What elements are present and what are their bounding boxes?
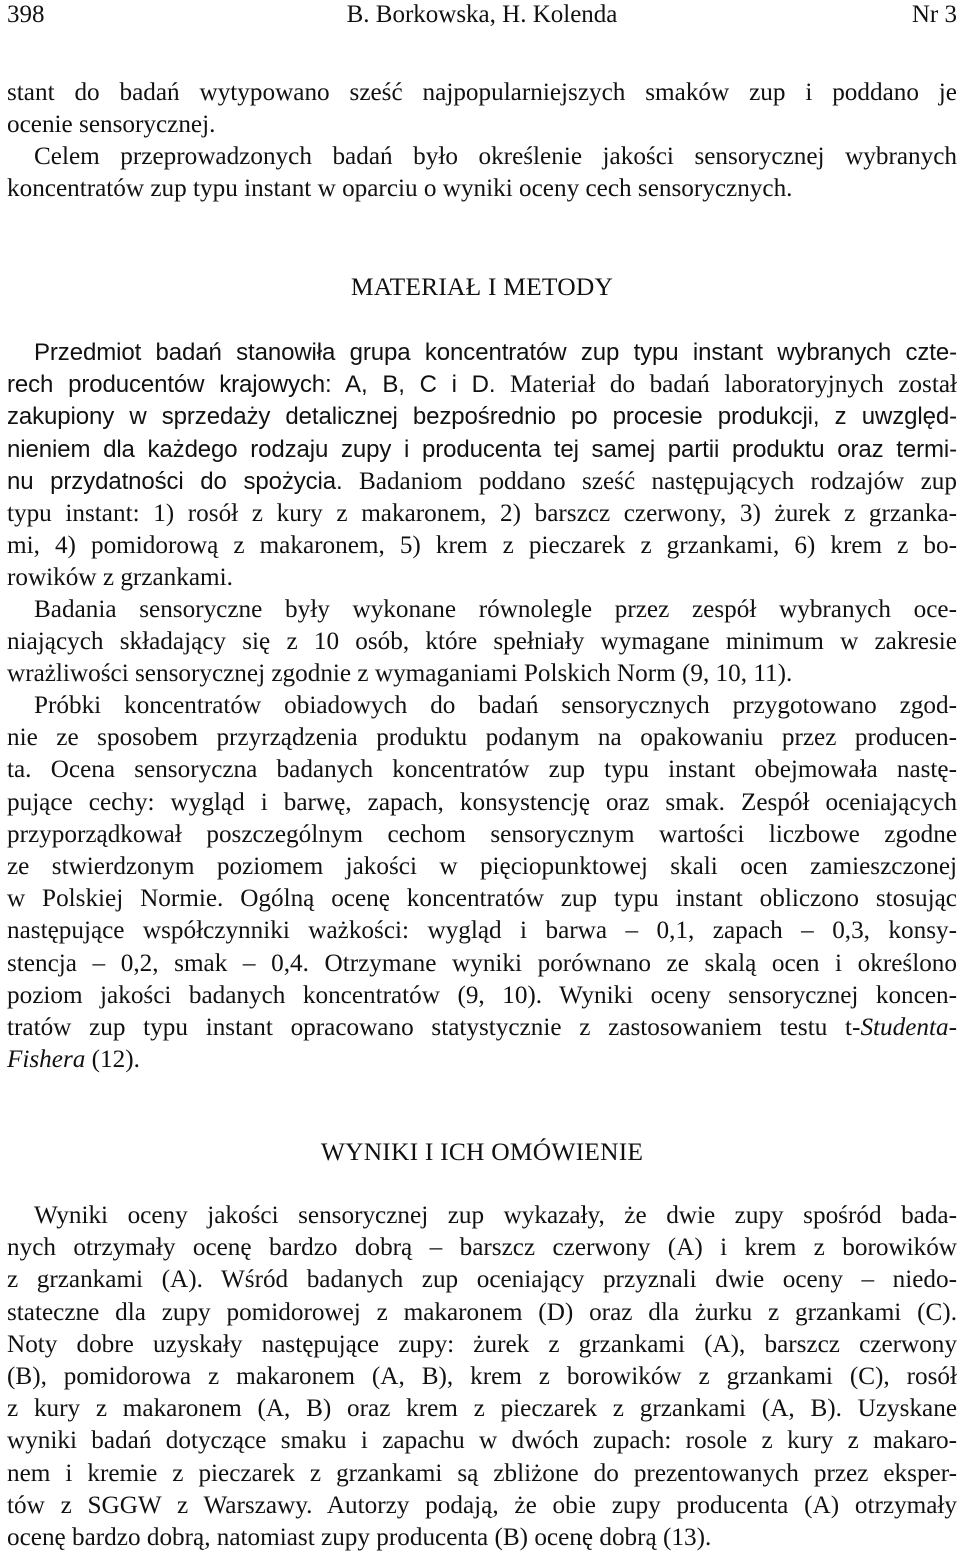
text-line (7, 1044, 957, 1076)
text-line (7, 466, 957, 498)
text-line: Noty dobre uzyskały następujące zupy: żurek z grzankami (A), barszcz czerwony (7, 1330, 957, 1358)
intro-paragraph-1 (7, 77, 957, 141)
text-line: Badania sensoryczne były wykonane równolegle przez zespół wybranych oce- (34, 596, 957, 623)
page-number: 398 (7, 1, 45, 28)
text-line: rowików z grzankami. (7, 564, 233, 592)
text-line: nem i kremie z pieczarek z grzankami są zbliżone do prezentowanych przez eksper- (7, 1459, 957, 1487)
text-line: koncentratów zup typu instant w oparciu o wyniki oceny cech sensorycznych. (7, 175, 793, 203)
methods-paragraph-3 (7, 690, 957, 1076)
text-line: ta. Ocena sensoryczna badanych koncentratów zup typu instant obejmowała nastę- (7, 756, 957, 784)
text-line: nych otrzymały ocenę bardzo dobrą – barszcz czerwony (A) i krem z borowików (7, 1234, 957, 1262)
italic-run: Studenta- (860, 1014, 957, 1042)
text-line: wrażliwości sensorycznej zgodnie z wymaganiami Polskich Norm (9, 10, 11). (7, 660, 793, 688)
text-line: Próbki koncentratów obiadowych do badań sensorycznych przygotowano zgod- (34, 692, 957, 719)
running-authors: B. Borkowska, H. Kolenda (346, 1, 618, 28)
text-line (7, 1012, 957, 1044)
intro-paragraph-2 (7, 141, 957, 205)
text-line: niających składający się z 10 osób, które spełniały wymagane minimum w zakresie (7, 628, 957, 656)
text-line: (B), pomidorowa z makaronem (A, B), krem z borowików z grzankami (C), rosół (7, 1363, 957, 1391)
text-line: z kury z makaronem (A, B) oraz krem z pieczarek z grzankami (A, B). Uzyskane (7, 1395, 957, 1423)
text-line (7, 369, 957, 401)
methods-paragraph-2 (7, 594, 957, 691)
text-line: stateczne dla zupy pomidorowej z makaronem (D) oraz dla żurku z grzankami (C). (7, 1298, 957, 1326)
text-run: (12). (85, 1046, 140, 1074)
text-line: stant do badań wytypowano sześć najpopularniejszych smaków zup i poddano je (7, 79, 957, 106)
results-paragraph-1 (7, 1200, 957, 1554)
text-line: stencja – 0,2, smak – 0,4. Otrzymane wyniki porównano ze skalą ocen i określono (7, 949, 957, 977)
text-run: rech producentów krajowych: A, B, C i D. (7, 371, 496, 399)
text-line: nieniem dla każdego rodzaju zupy i producenta tej samej partii produktu oraz termi- (7, 435, 957, 463)
text-run: nu przydatności do spożycia. (7, 467, 343, 495)
text-line: Przedmiot badań stanowiła grupa koncentratów zup typu instant wybranych czte- (34, 339, 957, 366)
running-header (7, 0, 957, 32)
section-heading-methods: MATERIAŁ I METODY (350, 272, 614, 301)
text-line: mi, 4) pomidorową z makaronem, 5) krem z pieczarek z grzankami, 6) krem z bo- (7, 532, 957, 560)
text-line: nie ze sposobem przyrządzenia produktu podanym na opakowaniu przez producen- (7, 724, 957, 752)
text-run: Materiał do badań laboratoryjnych został (495, 371, 957, 399)
text-line: przyporządkował poszczególnym cechom sensorycznym wartości liczbowe zgodne (7, 820, 957, 848)
text-line: z grzankami (A). Wśród badanych zup oceniający przyznali dwie oceny – niedo- (7, 1266, 957, 1294)
text-line: ocenę bardzo dobrą, natomiast zupy producenta (B) ocenę dobrą (13). (7, 1524, 712, 1552)
methods-paragraph-1 (7, 337, 957, 595)
text-line: poziom jakości badanych koncentratów (9, 10). Wyniki oceny sensorycznej koncen- (7, 981, 957, 1009)
text-line: tów z SGGW z Warszawy. Autorzy podają, że obie zupy producenta (A) otrzymały (7, 1491, 957, 1519)
text-line: wyniki badań dotyczące smaku i zapachu w dwóch zupach: rosole z kury z makaro- (7, 1427, 957, 1455)
text-line: Wyniki oceny jakości sensorycznej zup wykazały, że dwie zupy spośród bada- (34, 1202, 957, 1229)
text-line: ze stwierdzonym poziomem jakości w pięciopunktowej skali ocen zamieszczonej (7, 853, 957, 881)
text-line: ocenie sensorycznej. (7, 111, 216, 139)
text-run: Badaniom poddano sześć następujących rodzajów zup (342, 467, 957, 495)
italic-run: Fishera (7, 1046, 86, 1074)
journal-issue: Nr 3 (911, 1, 957, 28)
section-heading-results: WYNIKI I ICH OMÓWIENIE (320, 1137, 644, 1166)
text-line: Celem przeprowadzonych badań było określenie jakości sensorycznej wybranych (34, 143, 957, 170)
text-line: następujące współczynniki ważkości: wygląd i barwa – 0,1, zapach – 0,3, konsy- (7, 917, 957, 945)
text-run: tratów zup typu instant opracowano statystycznie z zastosowaniem testu t- (7, 1014, 861, 1042)
text-line: w Polskiej Normie. Ogólną ocenę koncentratów zup typu instant obliczono stosując (7, 885, 957, 913)
text-line: pujące cechy: wygląd i barwę, zapach, konsystencję oraz smak. Zespół oceniających (7, 788, 957, 816)
text-line: zakupiony w sprzedaży detalicznej bezpośrednio po procesie produkcji, z uwzględ- (7, 403, 957, 431)
text-line: typu instant: 1) rosół z kury z makaronem, 2) barszcz czerwony, 3) żurek z grzanka- (7, 500, 957, 528)
